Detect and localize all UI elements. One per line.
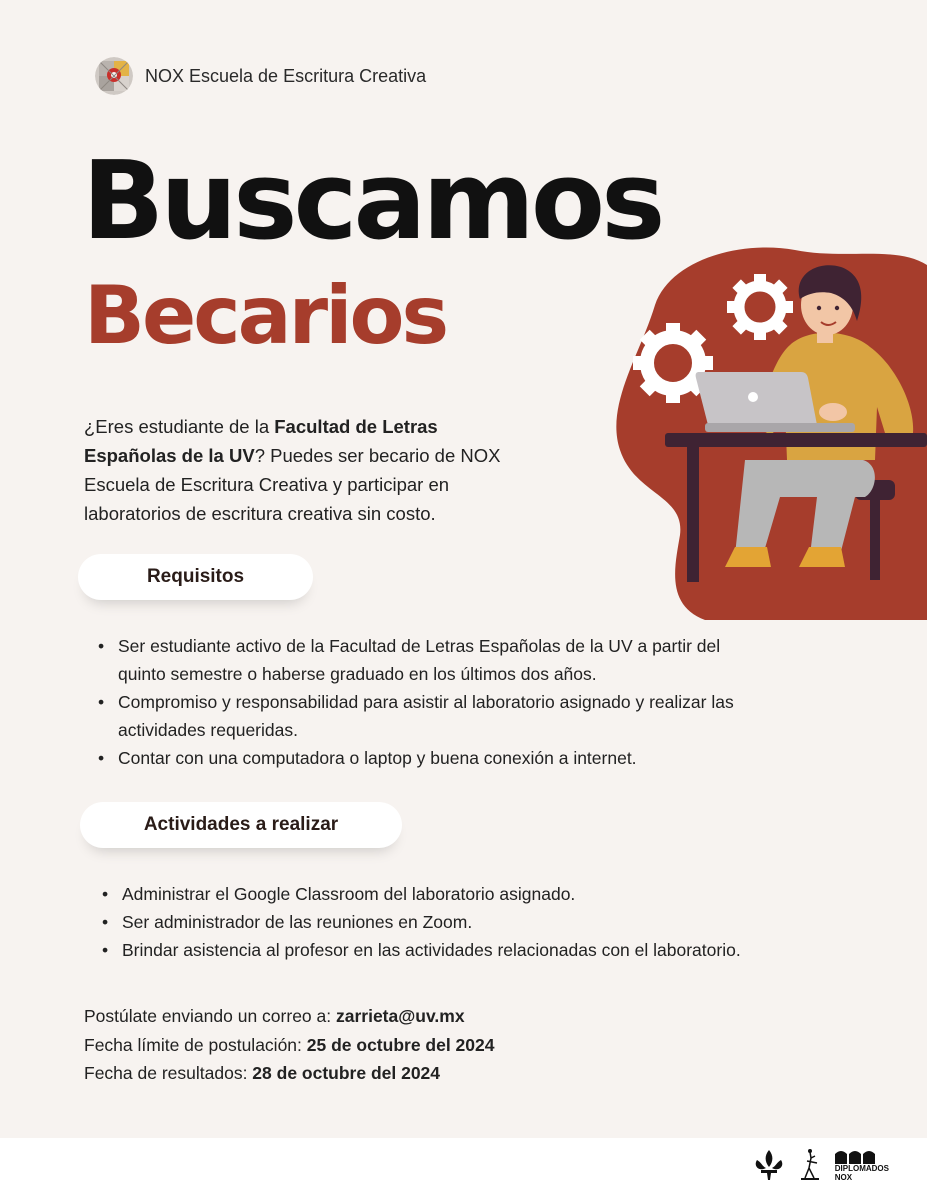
list-item: • Administrar el Google Classroom del laboratorio asignado. [122, 880, 842, 908]
list-item: • Ser estudiante activo de la Facultad de Letras Españolas de la UV a partir del quinto semestre o haberse graduado en los últimos dos años. [118, 632, 738, 688]
email-line: Postúlate enviando un correo a: zarrieta@uv.mx [84, 1006, 465, 1026]
nox-logo-icon [95, 57, 133, 95]
intro-faculty-bold: Facultad de Letras Españolas de la UV [84, 416, 438, 466]
requisitos-heading: Requisitos [78, 554, 313, 600]
student-laptop-illustration [595, 235, 927, 620]
header-logo-row [95, 57, 426, 95]
diplomados-nox-logo: DIPLOMADOS NOX [835, 1148, 889, 1182]
school-name: NOX Escuela de Escritura Creativa [145, 65, 427, 86]
list-item: • Ser administrador de las reuniones en Zoom. [122, 908, 842, 936]
email-address[interactable]: zarrieta@uv.mx [335, 1006, 465, 1026]
results-line: Fecha de resultados: 28 de octubre del 2024 [84, 1063, 441, 1083]
actividades-heading: Actividades a realizar [80, 802, 402, 848]
list-item: • Brindar asistencia al profesor en las actividades relacionadas con el laboratorio. [122, 936, 842, 964]
intro-paragraph: ¿Eres estudiante de la Facultad de Letras Españolas de la UV? Puedes ser becario de NOX Escuela de Escritura Creativa y participar en laboratorios de escritura creativa sin costo. [84, 416, 501, 524]
list-item: • Contar con una computadora o laptop y buena conexión a internet. [118, 744, 738, 772]
requisitos-list [118, 632, 738, 772]
quixote-figure-icon [797, 1148, 823, 1182]
headline-buscamos: Buscamos [82, 139, 662, 264]
list-item: • Compromiso y responsabilidad para asistir al laboratorio asignado y realizar las actividades requeridas. [118, 688, 738, 744]
headline-becarios: Becarios [84, 269, 447, 362]
fleur-de-lis-icon [753, 1148, 785, 1182]
desk [665, 433, 927, 447]
deadline-line: Fecha límite de postulación: 25 de octubre del 2024 [84, 1034, 495, 1055]
actividades-list [122, 880, 842, 964]
application-info [84, 1002, 495, 1088]
nox-arches-icon [835, 1148, 875, 1164]
footer-logos [753, 1148, 889, 1182]
